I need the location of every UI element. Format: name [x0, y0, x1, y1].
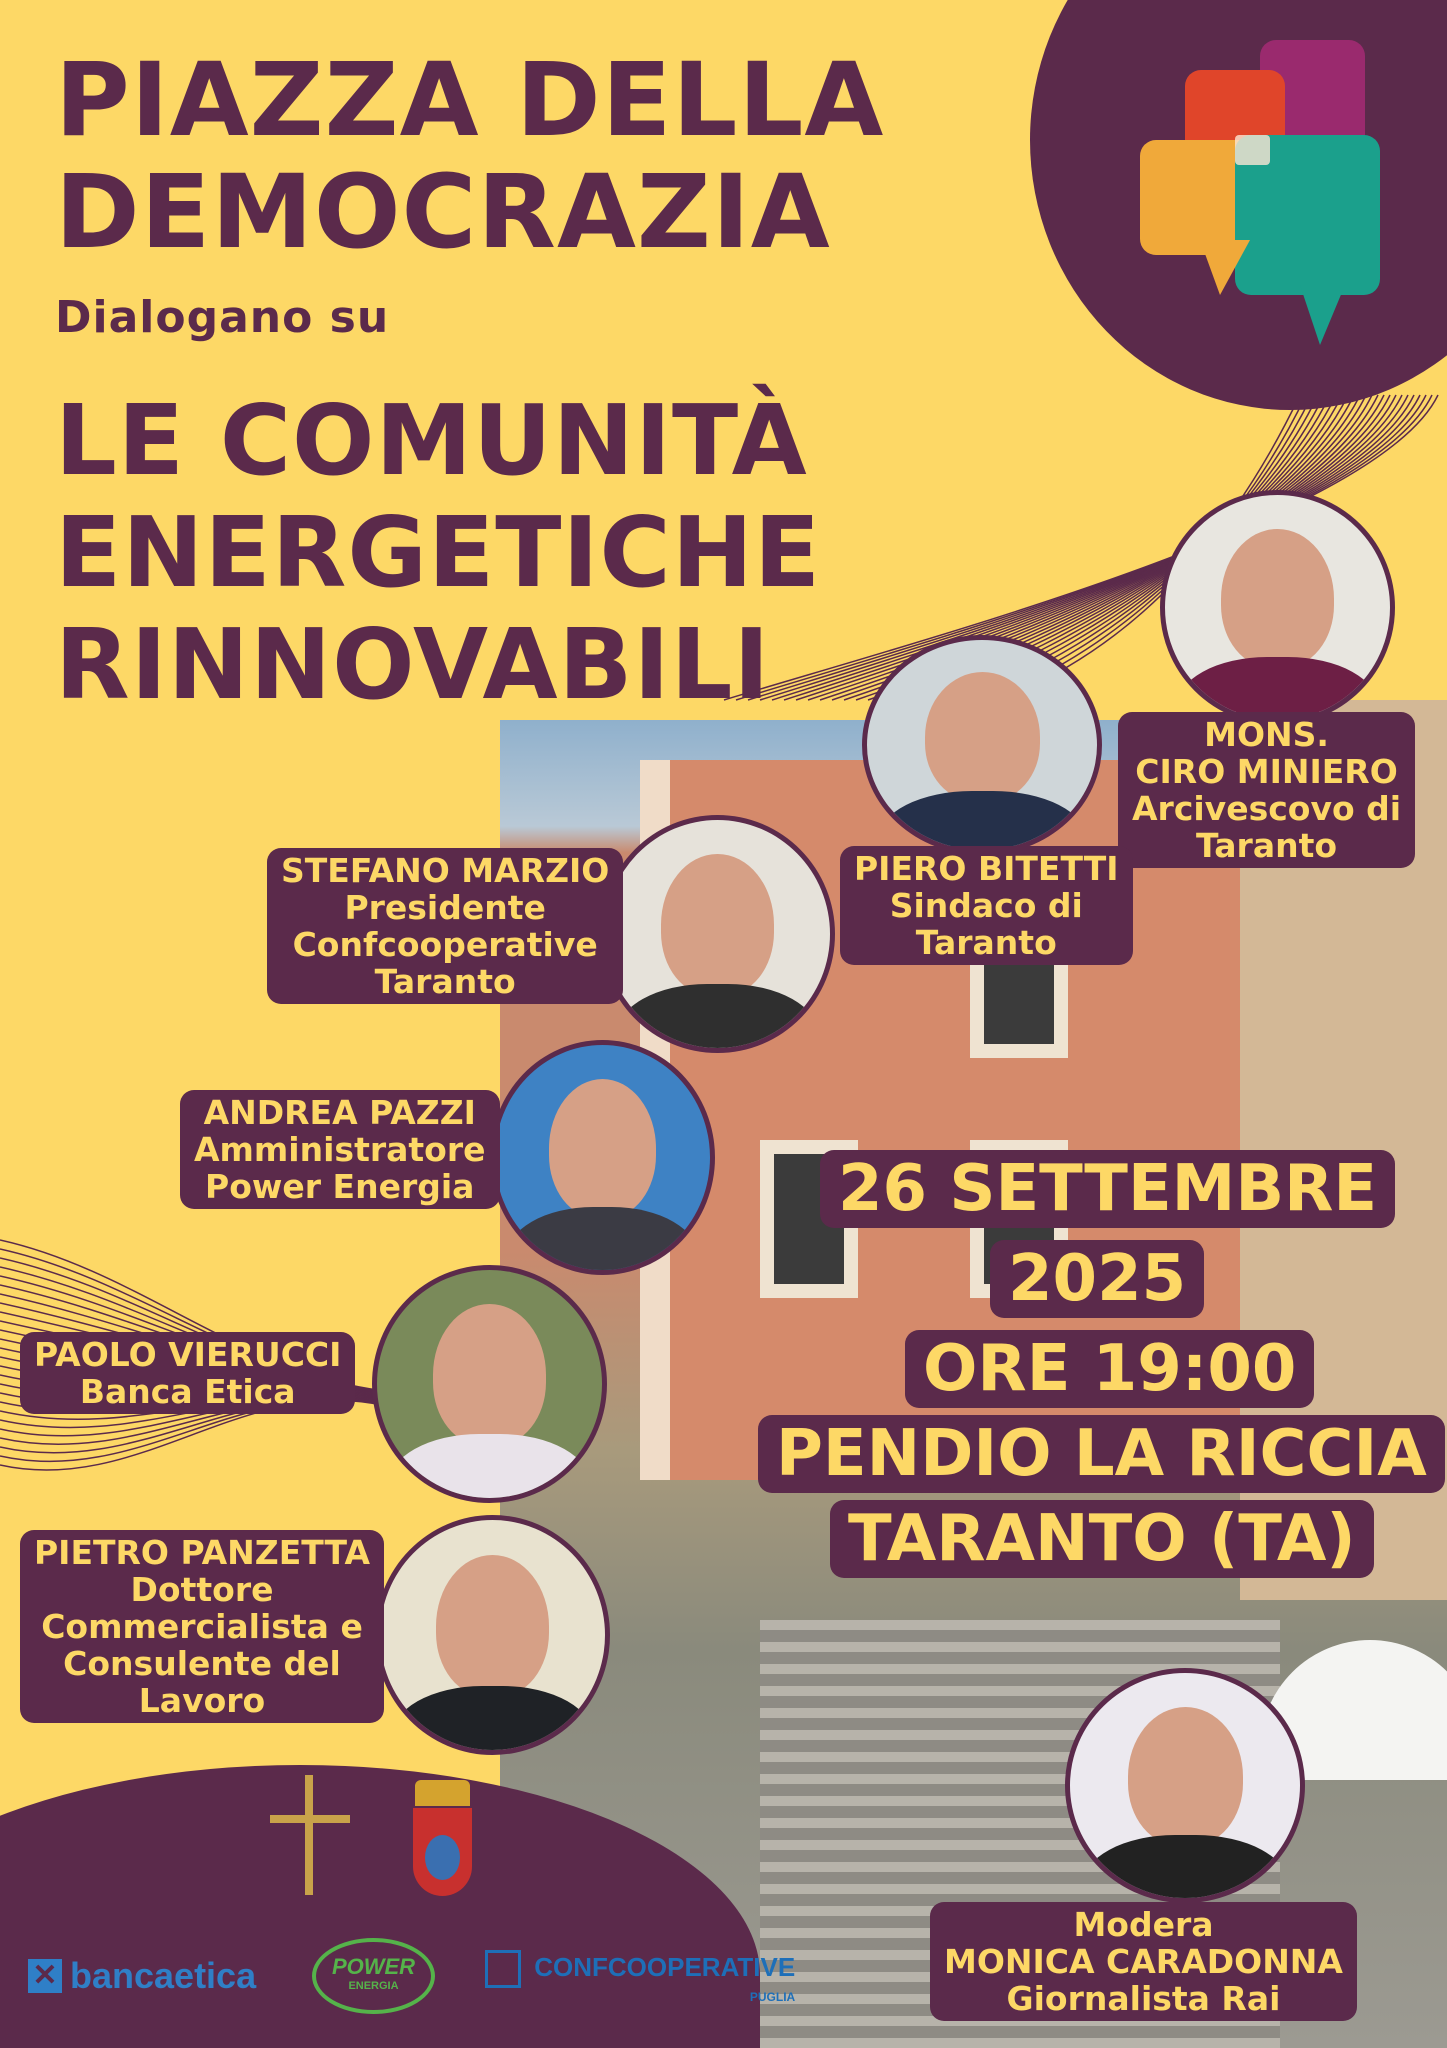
speaker-name: STEFANO MARZIO [281, 851, 610, 890]
moderator-prefix: Modera [1073, 1905, 1214, 1944]
topic-line-1: LE COMUNITÀ [55, 384, 808, 497]
moderator-label [930, 1902, 1357, 2021]
moderator-name: MONICA CARADONNA [944, 1942, 1343, 1981]
speaker-role: Taranto [915, 923, 1057, 962]
speaker-role: Presidente [344, 888, 546, 927]
confcooperative-region: PUGLIA [749, 1990, 796, 2004]
speaker-label-vierucci [20, 1332, 355, 1414]
title-line-1: PIAZZA DELLA [55, 41, 885, 160]
bancaetica-text: bancaetica [70, 1955, 257, 1996]
speaker-photo-marzio [600, 815, 835, 1053]
speaker-role: Commercialista e [41, 1607, 363, 1646]
confcooperative-text: CONFCOOPERATIVE [534, 1951, 796, 1982]
event-date: 26 SETTEMBRE [820, 1150, 1395, 1228]
speaker-role: Taranto [374, 962, 516, 1001]
confcooperative-logo [485, 1950, 795, 2004]
speaker-role: Amministratore [194, 1130, 486, 1169]
speaker-photo-panzetta [375, 1515, 610, 1755]
speaker-role: Consulente del [63, 1644, 341, 1683]
speaker-name: PAOLO VIERUCCI [34, 1335, 342, 1374]
topic-line-3: RINNOVABILI [55, 608, 771, 721]
power-energia-text: POWER [331, 1954, 416, 1979]
city-coat-of-arms-icon [410, 1780, 475, 1900]
event-city: TARANTO (TA) [830, 1500, 1374, 1578]
bancaetica-logo [28, 1955, 256, 1997]
speaker-role: Banca Etica [79, 1372, 296, 1411]
moderator-role: Giornalista Rai [1006, 1979, 1281, 2018]
speaker-role: Dottore [130, 1570, 274, 1609]
speaker-label-pazzi [180, 1090, 500, 1209]
poster-title [55, 41, 885, 272]
topic-line-2: ENERGETICHE [55, 496, 822, 609]
speaker-label-marzio [267, 848, 623, 1004]
speaker-role: Taranto [1196, 826, 1338, 865]
title-line-2: DEMOCRAZIA [55, 153, 831, 272]
speaker-name: PIERO BITETTI [854, 849, 1119, 888]
moderator-photo [1065, 1668, 1305, 1903]
power-energia-logo [312, 1938, 435, 2014]
event-year: 2025 [990, 1240, 1204, 1318]
speaker-name: PIETRO PANZETTA [34, 1533, 371, 1572]
speaker-name: MONS. [1204, 715, 1329, 754]
power-energia-subtext: ENERGIA [348, 1980, 399, 1992]
speaker-photo-bitetti [862, 635, 1102, 855]
speaker-role: Arcivescovo di [1132, 789, 1402, 828]
speaker-photo-miniero [1160, 490, 1395, 725]
speaker-role: Power Energia [205, 1167, 475, 1206]
speech-bubbles-logo-icon [1140, 35, 1385, 345]
confcooperative-mark-icon [485, 1950, 521, 1988]
speaker-role: Lavoro [138, 1681, 266, 1720]
subtitle: Dialogano su [55, 292, 390, 343]
speaker-label-miniero [1118, 712, 1415, 868]
bancaetica-mark-icon: ✕ [28, 1959, 62, 1993]
speaker-name: CIRO MINIERO [1135, 752, 1398, 791]
speaker-role: Confcooperative [292, 925, 598, 964]
speaker-label-bitetti [840, 846, 1133, 965]
event-time: ORE 19:00 [905, 1330, 1314, 1408]
speaker-name: ANDREA PAZZI [203, 1093, 476, 1132]
speaker-photo-vierucci [372, 1265, 607, 1503]
cross-emblem-icon [265, 1775, 355, 1895]
topic-title [55, 385, 821, 721]
speaker-label-panzetta [20, 1530, 384, 1723]
event-place: PENDIO LA RICCIA [758, 1415, 1445, 1493]
speaker-role: Sindaco di [889, 886, 1083, 925]
speaker-photo-pazzi [490, 1040, 715, 1275]
